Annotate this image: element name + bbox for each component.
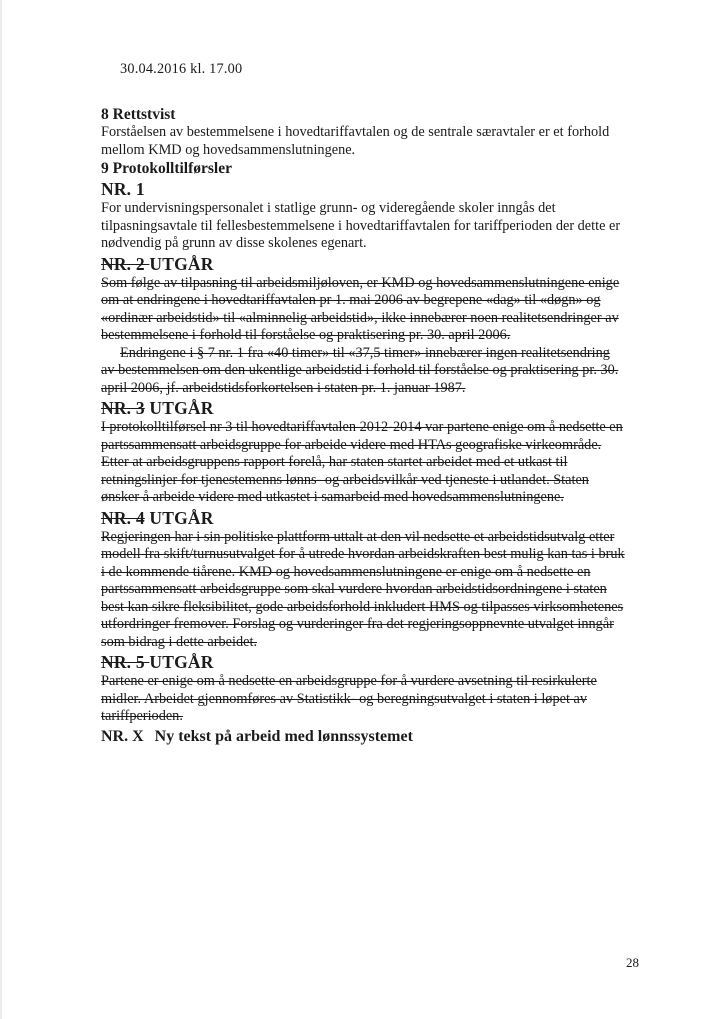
nr4-utgar-label: UTGÅR [144,507,214,528]
document-date: 30.04.2016 kl. 17.00 [120,61,243,77]
nr4-label-struck: NR. 4 [101,507,145,528]
nr2-heading [101,253,625,275]
nr3-paragraph-struck: I protokolltilførsel nr 3 til hovedtariffavtalen 2012-2014 var partene enige om å nedsette en partssammensatt arbeidsgruppe for arbeide videre med HTAs geografiske virkeområde. Etter at arbeidsgruppens rapport forelå, har staten startet arbeidet med et utkast til retningslinjer for tjenestemenns lønns- og arbeidsvilkår ved tjeneste i utlandet. Staten ønsker å arbeide videre med utkastet i samarbeid med hovedsammenslutningene. [101,419,623,505]
nr4-paragraph-struck: Regjeringen har i sin politiske plattform uttalt at den vil nedsette et arbeidstidsutvalg etter modell fra skift/turnusutvalget for å utrede hvordan arbeidskraften best mulig kan tas i bruk i de kommende tiårene. KMD og hovedsammenslutningene er enige om å nedsette en partssammensatt arbeidsgruppe som skal vurdere hvordan arbeidstidsordningene i staten best kan sikre fleksibilitet, gode arbeidsforhold inkludert HMS og tilpasses virksomhetenes utfordringer fremover. Forslag og vurderinger fra det regjeringsoppnevnte utvalget inngår som bidrag i dette arbeidet. [101,528,625,650]
nr5-utgar-label: UTGÅR [149,652,214,672]
nr4-heading [101,507,625,529]
section-8-heading: 8 Rettstvist [101,106,176,123]
nr5-paragraph-struck: Partene er enige om å nedsette en arbeidsgruppe for å vurdere avsetning til resirkulerte midler. Arbeidet gjennomføres av Statistikk- og beregningsutvalget i staten i løpet av tariffperioden. [101,673,597,724]
nr2-utgar-label: UTGÅR [149,253,214,274]
nr2-paragraph-1-struck: Som følge av tilpasning til arbeidsmiljøloven, er KMD og hovedsammenslutningene enige om at endringene i hovedtariffavtalen pr 1. mai 2006 av begrepene «dag» til «døgn» og «ordinær arbeidstid» til «alminnelig arbeidstid», ikke innebærer noen realitetsendringer av bestemmelsene i forhold til forståelse og praktisering pr. 30. april 2006. [101,274,620,343]
nr2-paragraph-2-struck: Endringene i § 7 nr. 1 fra «40 timer» til «37,5 timer» innebærer ingen realitetsendring av bestemmelsen om den ukentlige arbeidstid i forhold til forståelse og praktisering pr. 30. april 2006, jf. arbeidstidsforkortelsen i staten pr. 1. januar 1987. [101,344,619,396]
nr2-label-struck: NR. 2 [101,253,150,274]
nr3-heading [101,397,625,419]
section-9-heading: 9 Protokolltilførsler [101,160,233,177]
nrx-label: NR. X [101,727,144,745]
nr3-label-struck: NR. 3 [101,398,145,418]
nr1-paragraph: For undervisningspersonalet i statlige grunn- og videregående skoler inngås det tilpasningsavtale til fellesbestemmelsene i hovedtariffavtalen for tariffperioden der dette er nødvendig på grunn av disse skolenes egenart. [101,200,621,251]
page-number: 28 [626,955,639,970]
nrx-title: Ny tekst på arbeid med lønnssystemet [154,727,413,745]
document-content [101,60,625,747]
nr5-label-struck: NR. 5 [101,652,150,672]
nrx-heading [101,726,625,747]
nr3-utgar-label: UTGÅR [144,398,214,418]
section-8-paragraph: Forståelsen av bestemmelsene i hovedtariffavtalen og de sentrale særavtaler er et forhold mellom KMD og hovedsammenslutningene. [101,124,610,158]
nr1-heading: NR. 1 [101,179,145,199]
nr5-heading [101,651,625,673]
